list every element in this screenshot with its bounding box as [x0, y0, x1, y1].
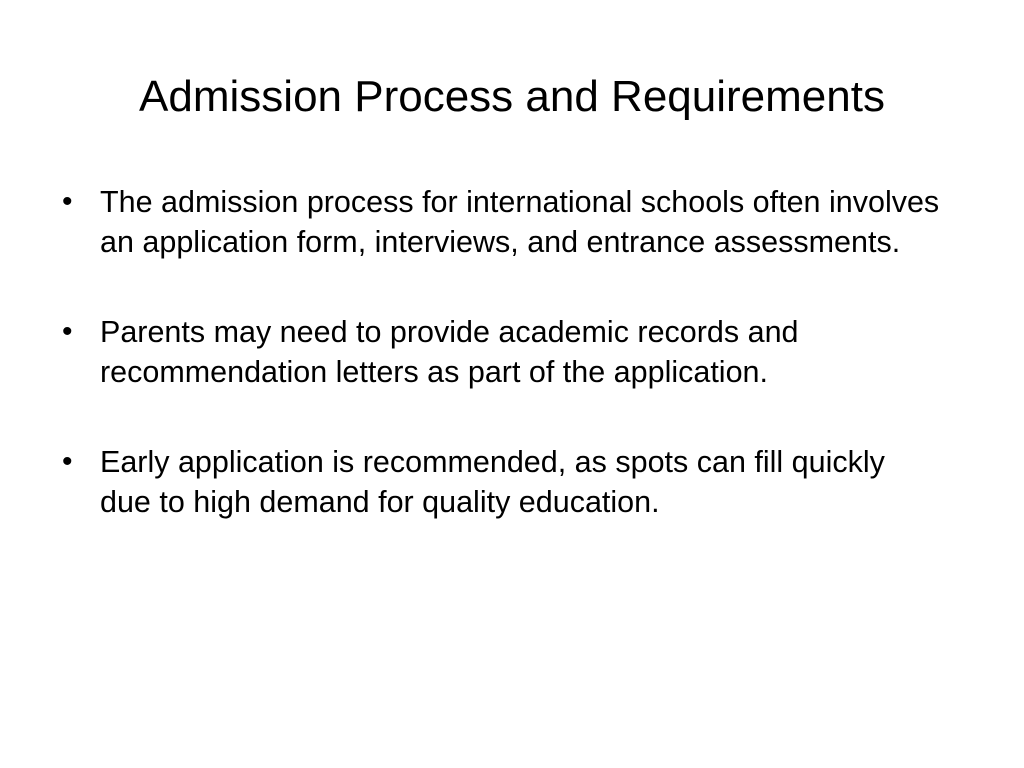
slide-title: Admission Process and Requirements	[139, 72, 885, 121]
bullet-text: Early application is recommended, as spots can fill quickly due to high demand for quality education.	[100, 445, 885, 519]
bullet-item	[62, 442, 942, 522]
bullet-text: The admission process for international schools often involves an application form, interviews, and entrance assessments.	[100, 185, 940, 259]
bullet-list	[62, 182, 942, 522]
bullet-item	[62, 312, 942, 392]
bullet-icon: •	[62, 445, 73, 478]
bullet-icon: •	[62, 315, 73, 348]
bullet-text: Parents may need to provide academic records and recommendation letters as part of the application.	[100, 315, 799, 389]
bullet-icon: •	[62, 185, 73, 218]
bullet-item	[62, 182, 942, 262]
